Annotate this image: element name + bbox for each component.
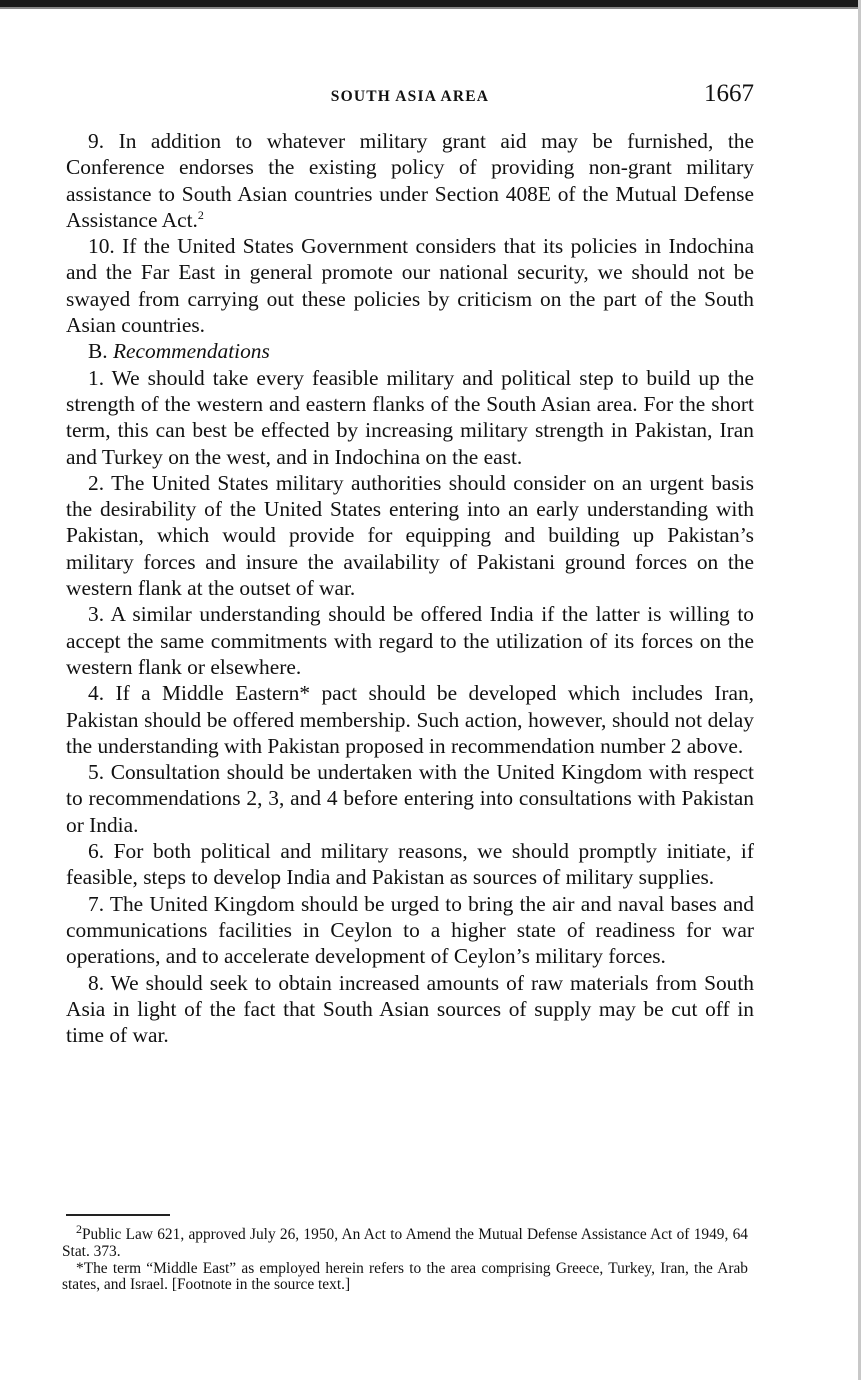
recommendation-item: 7. The United Kingdom should be urged to bring the air and naval bases and communications facilities in Ceylon to a higher state of readiness for war operations, and to accelerate development of Ceylon’s military forces. <box>66 891 754 969</box>
section-title: Recommendations <box>112 339 270 364</box>
recommendation-item: 3. A similar understanding should be offered India if the latter is willing to accept the same commitments with regard to the utilization of its forces on the western flank or elsewhere. <box>66 602 754 679</box>
recommendation-item: 6. For both political and military reasons, we should promptly initiate, if feasible, steps to develop India and Pakistan as sources of military supplies. <box>66 839 754 890</box>
paragraph-9-text: 9. In addition to whatever military grant aid may be furnished, the Conference endorses the existing policy of providing non-grant military assistance to South Asian countries under Section 408E of the Mutual Defense Assistance Act. <box>66 129 754 232</box>
footnote-ref-2: 2 <box>197 207 204 222</box>
paragraph-10: 10. If the United States Government considers that its policies in Indochina and the Far East in general promote our national security, we should not be swayed from carrying out these policies by criticism on the part of the South Asian countries. <box>66 234 754 338</box>
footnote-star: *The term “Middle East” as employed herein refers to the area comprising Greece, Turkey, Iran, the Arab states, and Israel. [Footnote in the source text.] <box>62 1259 748 1294</box>
recommendation-item: 1. We should take every feasible military and political step to build up the strength of the western and eastern flanks of the South Asian area. For the short term, this can best be effected by increasing military strength in Pakistan, Iran and Turkey on the west, and in Indochina on the east. <box>66 365 754 469</box>
running-title: SOUTH ASIA AREA <box>330 88 490 105</box>
paragraph-9 <box>66 128 754 233</box>
page-number: 1667 <box>704 80 754 107</box>
footnote-2-text: Public Law 621, approved July 26, 1950, An Act to Amend the Mutual Defense Assistance Act of 1949, 64 Stat. 373. <box>62 1226 748 1260</box>
section-letter: B. <box>88 339 108 364</box>
body-text <box>66 128 754 1048</box>
running-head <box>66 80 754 114</box>
recommendation-item: 4. If a Middle Eastern* pact should be developed which includes Iran, Pakistan should be offered membership. Such action, however, should not delay the understanding with Pakistan proposed in recommendation number 2 above. <box>66 681 754 758</box>
top-border-rule <box>0 0 861 7</box>
recommendation-item: 2. The United States military authorities should consider on an urgent basis the desirability of the United States entering into an early understanding with Pakistan, which would provide for equipping and building up Pakistan’s military forces and insure the availability of Pakistani ground forces on the western flank at the outset of war. <box>66 470 754 601</box>
footnote-2 <box>62 1221 748 1261</box>
footnote-2-marker: 2 <box>76 1221 82 1236</box>
recommendation-item: 8. We should seek to obtain increased amounts of raw materials from South Asia in light of the fact that South Asian sources of supply may be cut off in time of war. <box>66 970 754 1048</box>
top-border-shadow <box>0 7 861 9</box>
footnote-divider <box>66 1214 170 1216</box>
recommendation-item: 5. Consultation should be undertaken with the United Kingdom with respect to recommendations 2, 3, and 4 before entering into consultations with Pakistan or India. <box>66 760 754 837</box>
section-heading-recommendations <box>66 338 754 364</box>
recommendations-list <box>66 365 754 1049</box>
footnotes <box>62 1221 748 1294</box>
